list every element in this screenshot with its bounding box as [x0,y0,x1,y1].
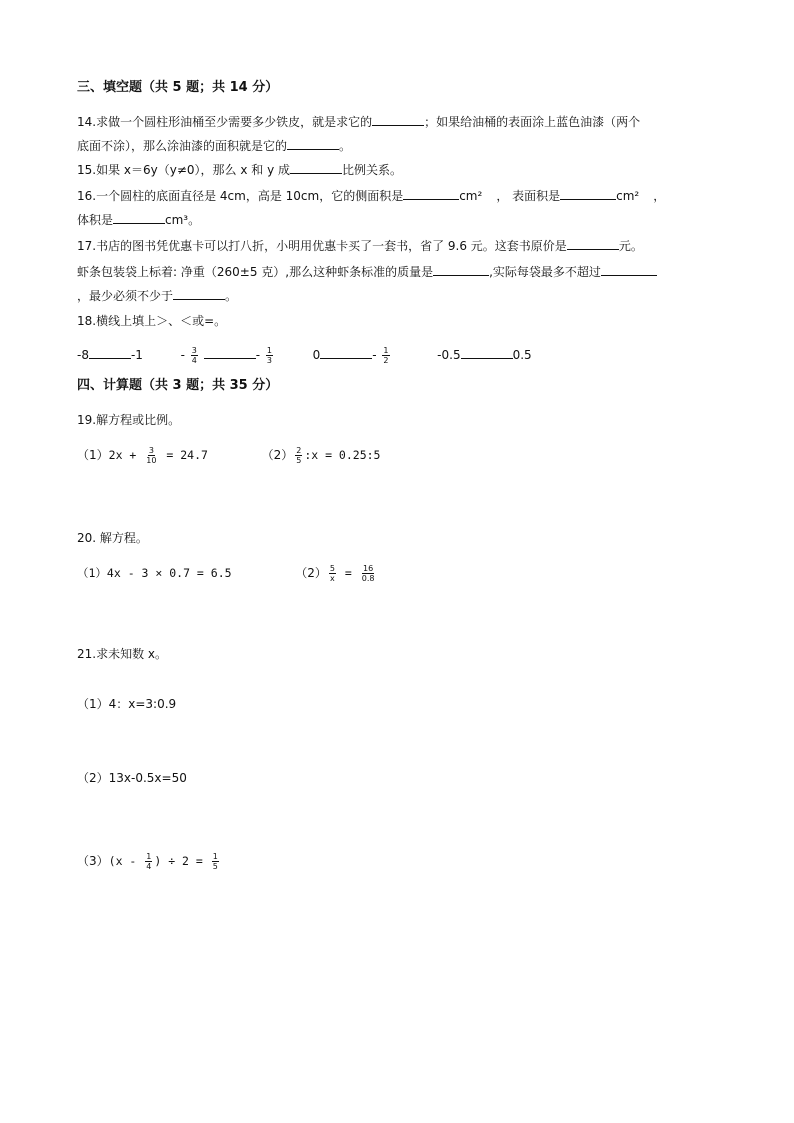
equation-19-2 [261,446,381,465]
numerator: 1 [266,346,272,355]
item-label: （2） [295,566,327,580]
numerator: 3 [191,346,197,355]
section-heading-calculation: 四、计算题（共 3 题；共 35 分） [77,378,279,393]
answer-blank[interactable] [601,264,657,276]
denominator: 0.8 [361,574,375,583]
math-text: :x = 0.25:5 [304,448,381,462]
answer-blank[interactable] [372,114,424,126]
question-14-line-2 [77,138,351,154]
q16-unit-2: cm² [616,189,640,203]
denominator: 4 [191,356,197,365]
question-16-line-1 [77,188,665,204]
denominator: 4 [146,862,152,871]
minus-sign: - [255,348,261,362]
compare-item-3 [312,346,396,365]
compare-right: -1 [130,348,143,362]
denominator: x [330,574,335,583]
numerator: 1 [383,346,389,355]
numerator: 3 [148,446,154,455]
q17-text-4: ,实际每袋最多不超过 [489,265,601,279]
math-text: = 24.7 [159,448,208,462]
question-17-line-3 [77,288,237,304]
compare-left: 0 [312,348,321,362]
question-20-title: 20. 解方程。 [77,531,148,545]
math-text: ) ÷ 2 = [154,854,210,868]
compare-left: -8 [77,348,89,362]
compare-item-1 [77,348,147,362]
compare-item-2 [180,346,279,365]
question-18-comparisons [77,344,532,366]
minus-sign: - [372,348,377,362]
equation-21-3 [77,850,221,872]
numerator: 2 [296,446,302,455]
q17-text-5: ，最少必须不少于 [77,289,174,303]
q14-text-2: ；如果给油桶的表面涂上蓝色油漆（两个 [424,115,641,129]
answer-blank[interactable] [433,264,489,276]
answer-blank[interactable] [290,162,342,174]
q16-unit-3: cm³。 [165,213,201,227]
denominator: 3 [266,356,272,365]
item-label: （2） [261,448,294,462]
fraction [191,346,198,365]
question-19-equations [77,444,380,466]
q16-unit-1: cm² [459,189,483,203]
equation-21-1: （1）4：x=3:0.9 [77,697,177,711]
q17-text-3: 虾条包装袋上标着: 净重（260±5 克）,那么这种虾条标准的质量是 [77,265,434,279]
math-text: (x - [108,854,144,868]
fraction [145,446,157,465]
math-text: 2x + [108,448,144,462]
answer-blank[interactable] [567,238,619,250]
fraction [266,346,273,365]
answer-blank[interactable] [461,347,513,359]
q16-text-3: ， [653,189,666,203]
answer-blank[interactable] [173,288,225,300]
denominator: 10 [146,456,157,465]
q14-text-4: 。 [339,139,352,153]
question-19-title: 19.解方程或比例。 [77,413,181,427]
q14-text-3: 底面不涂），那么涂油漆的面积就是它的 [77,139,288,153]
question-15 [77,162,402,178]
q16-text-2: ， 表面积是 [496,189,561,203]
denominator: 5 [212,862,218,871]
item-label: （3） [77,854,109,868]
q16-text-4: 体积是 [77,213,114,227]
compare-item-4 [437,348,532,362]
fraction [145,852,152,871]
item-label: （1） [77,448,109,462]
fraction [382,346,389,365]
q15-text-1: 15.如果 x＝6y（y≠0），那么 x 和 y 成 [77,163,290,177]
fraction [361,564,376,583]
compare-right: 0.5 [512,348,532,362]
section-heading-fill-in: 三、填空题（共 5 题；共 14 分） [77,80,279,95]
denominator: 5 [296,456,302,465]
answer-blank[interactable] [89,347,131,359]
question-21-title: 21.求未知数 x。 [77,647,168,661]
equation-19-1 [77,446,212,465]
question-17-line-1 [77,238,643,254]
equation-20-2 [295,564,377,583]
question-17-line-2 [77,264,657,280]
question-14-line-1 [77,114,640,130]
math-text: = [337,566,359,580]
question-18-title: 18.横线上填上＞、＜或=。 [77,314,227,328]
equation-20-1: （1）4x - 3 × 0.7 = 6.5 [77,566,232,580]
q15-text-2: 比例关系。 [342,163,403,177]
numerator: 1 [212,852,218,861]
q16-text-1: 16.一个圆柱的底面直径是 4cm，高是 10cm，它的侧面积是 [77,189,404,203]
q17-text-2: 元。 [618,239,643,253]
q14-text-1: 14.求做一个圆柱形油桶至少需要多少铁皮，就是求它的 [77,115,373,129]
denominator: 2 [383,356,389,365]
answer-blank[interactable] [560,188,616,200]
q17-text-1: 17.书店的图书凭优惠卡可以打八折，小明用优惠卡买了一套书，省了 9.6 元。这套书原价是 [77,239,567,253]
minus-sign: - [180,348,185,362]
numerator: 5 [329,564,335,573]
answer-blank[interactable] [403,188,459,200]
equation-21-2: （2）13x-0.5x=50 [77,771,187,785]
answer-blank[interactable] [204,347,256,359]
compare-left: -0.5 [437,348,461,362]
fraction [329,564,336,583]
answer-blank[interactable] [113,212,165,224]
numerator: 16 [363,564,374,573]
answer-blank[interactable] [320,347,372,359]
question-16-line-2 [77,212,200,228]
numerator: 1 [146,852,152,861]
fraction [295,446,302,465]
answer-blank[interactable] [287,138,339,150]
q17-text-6: 。 [225,289,238,303]
fraction [212,852,219,871]
question-20-equations [77,562,377,584]
